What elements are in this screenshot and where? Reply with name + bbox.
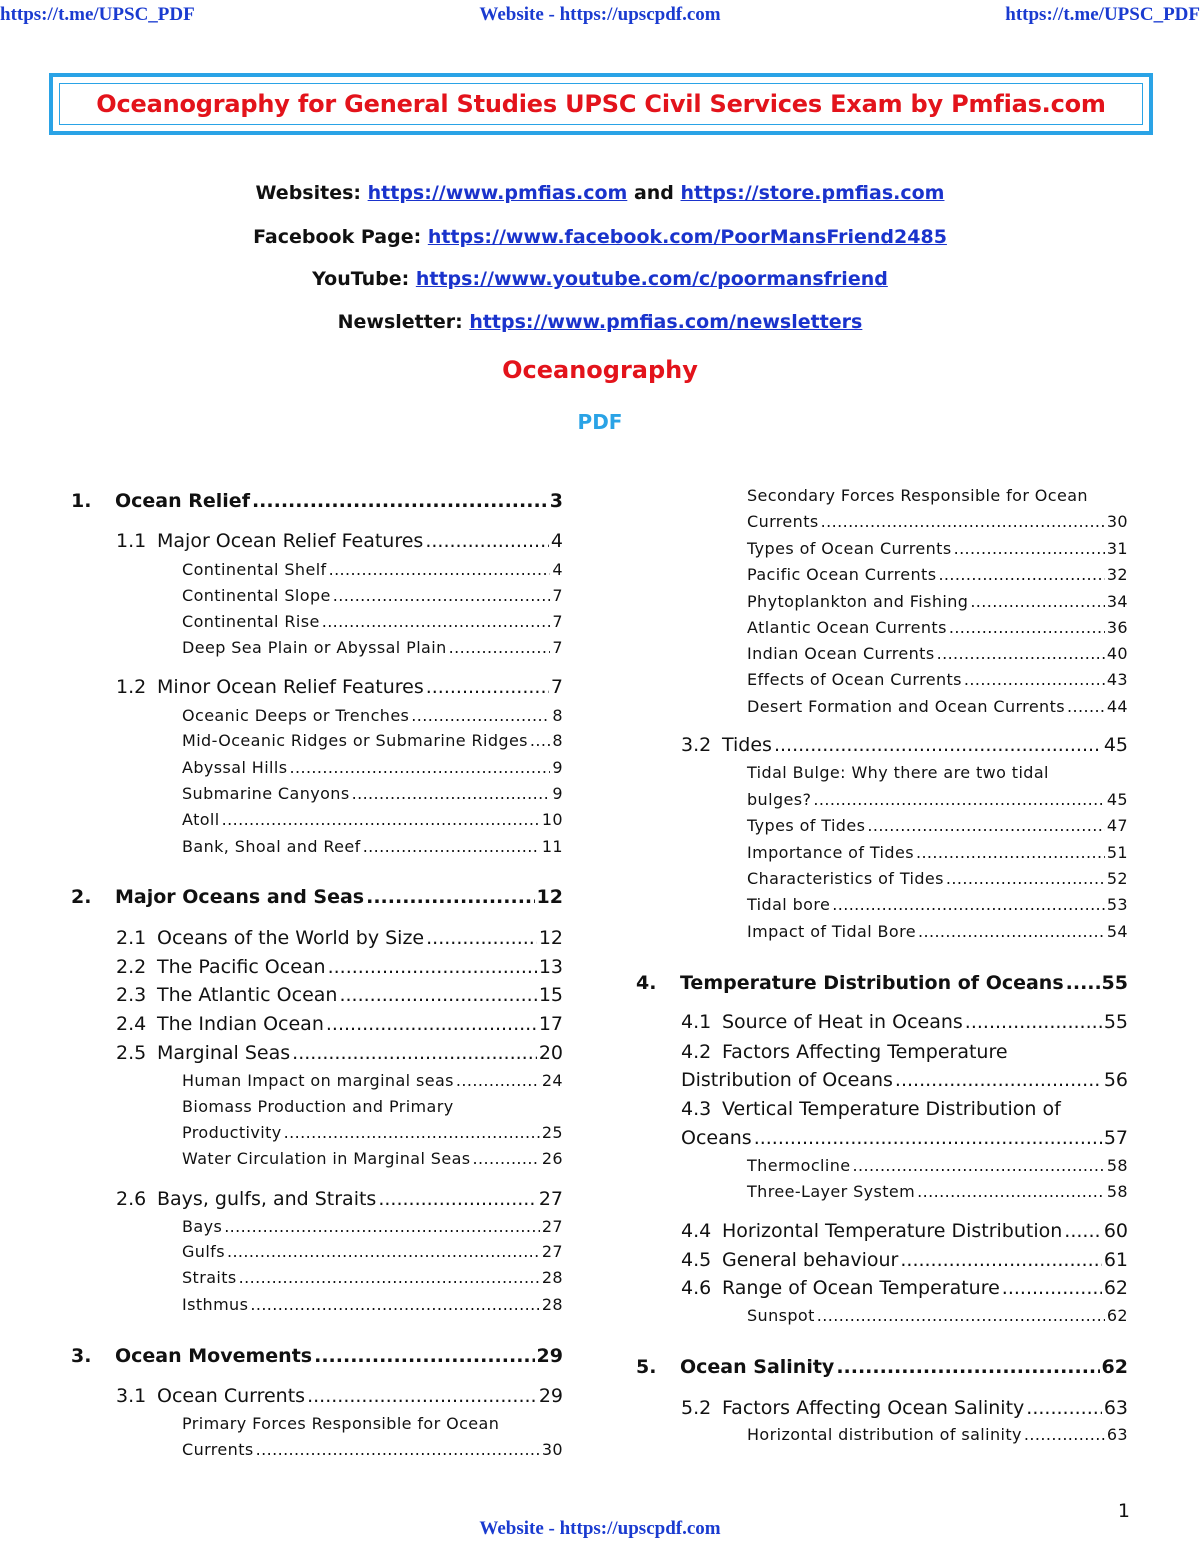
toc-page-number: 51 — [1106, 843, 1128, 862]
toc-entry-number: 3. — [71, 1345, 92, 1367]
toc-entry-number: 4.3 — [681, 1098, 712, 1120]
toc-entry-title: Continental Shelf — [182, 560, 327, 579]
toc-entry-title: The Atlantic Ocean — [157, 984, 338, 1006]
toc-page-number: 55 — [1101, 972, 1128, 994]
title-frame — [49, 73, 1153, 135]
toc-page-number: 55 — [1103, 1011, 1128, 1033]
toc-page-number: 29 — [536, 1345, 563, 1367]
toc-entry-title: Oceans of the World by Size — [157, 927, 425, 949]
facebook-link[interactable]: https://www.facebook.com/PoorMansFriend2485 — [427, 226, 947, 248]
toc-entry[interactable] — [681, 1098, 1128, 1120]
toc-dot-leader — [970, 592, 1105, 611]
toc-entry-title: Biomass Production and Primary — [182, 1097, 454, 1116]
toc-entry-title: Minor Ocean Relief Features — [157, 676, 424, 698]
toc-entry-number: 2. — [71, 886, 92, 908]
toc-dot-leader — [333, 586, 551, 605]
toc-entry[interactable] — [747, 1182, 1128, 1201]
toc-dot-leader — [1002, 1277, 1102, 1299]
toc-dot-leader — [1024, 1425, 1105, 1444]
toc-dot-leader — [937, 644, 1105, 663]
toc-entry-title: Gulfs — [182, 1242, 225, 1261]
toc-entry[interactable] — [116, 927, 563, 949]
toc-dot-leader — [964, 670, 1105, 689]
toc-entry-title: Types of Ocean Currents — [747, 539, 952, 558]
header-telegram-link-left[interactable]: https://t.me/UPSC_PDF — [0, 4, 195, 25]
toc-entry[interactable] — [747, 763, 1128, 782]
toc-page-number: 63 — [1103, 1397, 1128, 1419]
toc-dot-leader — [836, 1356, 1099, 1378]
toc-dot-leader — [449, 638, 551, 657]
toc-page-number: 4 — [550, 530, 563, 552]
toc-dot-leader — [222, 810, 540, 829]
toc-entry[interactable] — [747, 1306, 1128, 1325]
toc-entry-title: Ocean Salinity — [680, 1356, 835, 1378]
toc-page-number: 27 — [541, 1242, 563, 1261]
toc-page-number: 3 — [549, 490, 563, 512]
toc-entry[interactable] — [182, 1217, 563, 1236]
toc-entry[interactable] — [182, 758, 563, 777]
facebook-line — [0, 226, 1200, 248]
toc-entry[interactable] — [182, 1242, 563, 1261]
websites-label: Websites: — [255, 182, 361, 204]
toc-entry-number: 4.2 — [681, 1041, 712, 1063]
toc-entry-title: Tidal Bulge: Why there are two tidal — [747, 763, 1049, 782]
toc-dot-leader — [918, 922, 1105, 941]
toc-entry[interactable] — [747, 539, 1128, 558]
toc-dot-leader — [456, 1071, 540, 1090]
header-telegram-link-right[interactable]: https://t.me/UPSC_PDF — [1005, 4, 1200, 25]
toc-entry-number: 2.2 — [116, 956, 147, 978]
toc-entry[interactable] — [747, 816, 1128, 835]
toc-entry-title: Impact of Tidal Bore — [747, 922, 916, 941]
toc-dot-leader — [774, 734, 1102, 756]
toc-page-number: 24 — [541, 1071, 563, 1090]
toc-dot-leader — [224, 1217, 540, 1236]
newsletter-label: Newsletter: — [337, 311, 463, 333]
toc-entry-number: 2.1 — [116, 927, 147, 949]
toc-page-number: 58 — [1106, 1182, 1128, 1201]
toc-entry-title: Primary Forces Responsible for Ocean — [182, 1414, 500, 1433]
toc-page-number: 44 — [1106, 697, 1128, 716]
toc-entry[interactable] — [71, 886, 563, 908]
title-inner-frame — [59, 83, 1143, 125]
toc-entry-title: Straits — [182, 1268, 237, 1287]
toc-entry[interactable] — [747, 1425, 1128, 1444]
toc-entry[interactable] — [747, 922, 1128, 941]
toc-page-number: 63 — [1106, 1425, 1128, 1444]
toc-entry[interactable] — [116, 530, 563, 552]
toc-entry[interactable] — [681, 1069, 1128, 1091]
toc-entry[interactable] — [747, 895, 1128, 914]
toc-entry-title: Effects of Ocean Currents — [747, 670, 962, 689]
toc-entry-title: Secondary Forces Responsible for Ocean — [747, 486, 1088, 505]
toc-entry-title: Ocean Movements — [115, 1345, 313, 1367]
toc-entry-title: Indian Ocean Currents — [747, 644, 935, 663]
toc-dot-leader — [965, 1011, 1102, 1033]
toc-entry[interactable] — [747, 565, 1128, 584]
toc-dot-leader — [252, 490, 548, 512]
toc-page-number: 40 — [1106, 644, 1128, 663]
toc-entry-number: 4.1 — [681, 1011, 712, 1033]
toc-entry-title: Bank, Shoal and Reef — [182, 837, 361, 856]
toc-dot-leader — [329, 560, 551, 579]
toc-entry[interactable] — [636, 1356, 1128, 1378]
toc-entry[interactable] — [681, 1220, 1128, 1242]
toc-page-number: 9 — [552, 784, 563, 803]
toc-dot-leader — [821, 512, 1105, 531]
toc-dot-leader — [900, 1249, 1101, 1271]
toc-entry[interactable] — [681, 1397, 1128, 1419]
toc-dot-leader — [1067, 697, 1105, 716]
toc-entry[interactable] — [747, 1156, 1128, 1175]
toc-entry[interactable] — [182, 706, 563, 725]
toc-page-number: 26 — [541, 1149, 563, 1168]
toc-page-number: 61 — [1103, 1249, 1128, 1271]
toc-dot-leader — [426, 927, 537, 949]
toc-dot-leader — [917, 1182, 1105, 1201]
toc-entry-number: 2.4 — [116, 1013, 147, 1035]
toc-page-number: 57 — [1103, 1127, 1128, 1149]
toc-entry[interactable] — [71, 1345, 563, 1367]
toc-entry[interactable] — [747, 618, 1128, 637]
toc-entry[interactable] — [116, 984, 563, 1006]
toc-entry-title: Sunspot — [747, 1306, 815, 1325]
toc-dot-leader — [289, 758, 550, 777]
toc-page-number: 7 — [552, 586, 563, 605]
youtube-link[interactable]: https://www.youtube.com/c/poormansfriend — [415, 268, 888, 290]
toc-entry-title: Major Ocean Relief Features — [157, 530, 424, 552]
toc-entry-title: Continental Slope — [182, 586, 331, 605]
toc-dot-leader — [1064, 1220, 1102, 1242]
toc-page-number: 47 — [1106, 816, 1128, 835]
toc-page-number: 53 — [1106, 895, 1128, 914]
toc-page-number: 43 — [1106, 670, 1128, 689]
toc-entry-title: Tides — [722, 734, 772, 756]
toc-entry-title: Atoll — [182, 810, 220, 829]
toc-entry-title: Factors Affecting Ocean Salinity — [722, 1397, 1025, 1419]
toc-dot-leader — [239, 1268, 540, 1287]
toc-page-number: 60 — [1103, 1220, 1128, 1242]
toc-entry[interactable] — [681, 1011, 1128, 1033]
toc-dot-leader — [1026, 1397, 1102, 1419]
toc-page-number: 7 — [552, 612, 563, 631]
and-text: and — [633, 182, 674, 204]
toc-entry[interactable] — [182, 586, 563, 605]
toc-page-number: 13 — [538, 956, 563, 978]
toc-dot-leader — [1066, 972, 1100, 994]
toc-page-number: 27 — [538, 1188, 563, 1210]
toc-entry[interactable] — [116, 1385, 563, 1407]
toc-dot-leader — [352, 784, 551, 803]
pmfias-website-link[interactable]: https://www.pmfias.com — [367, 182, 628, 204]
toc-entry-title: The Pacific Ocean — [157, 956, 326, 978]
toc-page-number: 30 — [1106, 512, 1128, 531]
toc-entry-title: Mid-Oceanic Ridges or Submarine Ridges — [182, 731, 528, 750]
toc-dot-leader — [832, 895, 1105, 914]
toc-page-number: 62 — [1101, 1356, 1128, 1378]
toc-entry[interactable] — [747, 670, 1128, 689]
toc-dot-leader — [938, 565, 1104, 584]
toc-entry-title: Desert Formation and Ocean Currents — [747, 697, 1066, 716]
toc-page-number: 4 — [552, 560, 563, 579]
toc-entry-number: 2.3 — [116, 984, 147, 1006]
toc-dot-leader — [426, 676, 549, 698]
toc-dot-leader — [314, 1345, 534, 1367]
toc-page-number: 54 — [1106, 922, 1128, 941]
header-website-link[interactable]: Website - https://upscpdf.com — [479, 4, 721, 25]
toc-entry-title: Thermocline — [747, 1156, 851, 1175]
toc-entry-title: Oceans — [681, 1127, 752, 1149]
toc-entry-title: Tidal bore — [747, 895, 831, 914]
toc-entry[interactable] — [747, 486, 1128, 505]
toc-entry[interactable] — [636, 972, 1128, 994]
toc-entry[interactable] — [747, 644, 1128, 663]
toc-entry[interactable] — [681, 1127, 1128, 1149]
toc-entry[interactable] — [182, 1440, 563, 1459]
toc-page-number: 28 — [541, 1268, 563, 1287]
toc-entry-number: 3.2 — [681, 734, 712, 756]
toc-page-number: 10 — [541, 810, 563, 829]
toc-dot-leader — [307, 1385, 537, 1407]
toc-entry[interactable] — [747, 697, 1128, 716]
toc-entry-title: Pacific Ocean Currents — [747, 565, 937, 584]
toc-entry-title: Water Circulation in Marginal Seas — [182, 1149, 471, 1168]
toc-entry[interactable] — [182, 1414, 563, 1433]
toc-dot-leader — [363, 837, 540, 856]
toc-dot-leader — [754, 1127, 1102, 1149]
toc-entry[interactable] — [182, 1071, 563, 1090]
toc-entry[interactable] — [182, 731, 563, 750]
toc-dot-leader — [916, 843, 1105, 862]
toc-entry-title: Deep Sea Plain or Abyssal Plain — [182, 638, 447, 657]
toc-entry-title: Source of Heat in Oceans — [722, 1011, 963, 1033]
toc-entry[interactable] — [747, 512, 1128, 531]
toc-entry[interactable] — [681, 734, 1128, 756]
toc-entry[interactable] — [182, 612, 563, 631]
toc-entry[interactable] — [681, 1249, 1128, 1271]
toc-page-number: 15 — [538, 984, 563, 1006]
toc-entry-number: 1.1 — [116, 530, 147, 552]
toc-dot-leader — [256, 1440, 540, 1459]
newsletter-line — [0, 311, 1200, 333]
toc-entry[interactable] — [681, 1041, 1128, 1063]
toc-dot-leader — [227, 1242, 540, 1261]
toc-entry-number: 5. — [636, 1356, 657, 1378]
document-subtitle: PDF — [577, 410, 623, 434]
toc-entry[interactable] — [182, 1149, 563, 1168]
toc-entry-title: Currents — [747, 512, 819, 531]
toc-page-number: 45 — [1106, 790, 1128, 809]
toc-entry-number: 3.1 — [116, 1385, 147, 1407]
toc-entry-number: 5.2 — [681, 1397, 712, 1419]
toc-page-number: 27 — [541, 1217, 563, 1236]
toc-entry-title: Marginal Seas — [157, 1042, 291, 1064]
toc-page-number: 52 — [1106, 869, 1128, 888]
toc-dot-leader — [378, 1188, 536, 1210]
footer-website-link[interactable]: Website - https://upscpdf.com — [479, 1518, 721, 1539]
toc-entry-title: Major Oceans and Seas — [115, 886, 365, 908]
toc-entry[interactable] — [747, 592, 1128, 611]
toc-dot-leader — [949, 618, 1105, 637]
toc-page-number: 30 — [541, 1440, 563, 1459]
toc-dot-leader — [895, 1069, 1102, 1091]
toc-entry[interactable] — [182, 810, 563, 829]
toc-entry-number: 1. — [71, 490, 92, 512]
toc-entry-title: Importance of Tides — [747, 843, 914, 862]
toc-page-number: 11 — [541, 837, 563, 856]
toc-page-number: 34 — [1106, 592, 1128, 611]
toc-entry-title: Isthmus — [182, 1295, 249, 1314]
toc-dot-leader — [366, 886, 534, 908]
toc-dot-leader — [946, 869, 1105, 888]
toc-entry-title: Factors Affecting Temperature — [722, 1041, 1008, 1063]
toc-entry-title: Range of Ocean Temperature — [722, 1277, 1000, 1299]
toc-entry-title: Characteristics of Tides — [747, 869, 944, 888]
toc-page-number: 56 — [1103, 1069, 1128, 1091]
toc-entry-number: 2.5 — [116, 1042, 147, 1064]
toc-entry[interactable] — [182, 1268, 563, 1287]
toc-entry-title: Horizontal distribution of salinity — [747, 1425, 1022, 1444]
toc-page-number: 31 — [1106, 539, 1128, 558]
toc-page-number: 17 — [538, 1013, 563, 1035]
toc-dot-leader — [473, 1149, 540, 1168]
toc-page-number: 12 — [536, 886, 563, 908]
toc-dot-leader — [954, 539, 1105, 558]
toc-dot-leader — [853, 1156, 1105, 1175]
toc-entry-title: Oceanic Deeps or Trenches — [182, 706, 410, 725]
toc-dot-leader — [292, 1042, 537, 1064]
toc-entry[interactable] — [747, 869, 1128, 888]
toc-entry-title: Atlantic Ocean Currents — [747, 618, 947, 637]
toc-dot-leader — [425, 530, 549, 552]
toc-entry[interactable] — [116, 1013, 563, 1035]
websites-line — [0, 182, 1200, 204]
toc-entry-title: Currents — [182, 1440, 254, 1459]
toc-entry-title: General behaviour — [722, 1249, 899, 1271]
toc-entry-title: Temperature Distribution of Oceans — [680, 972, 1064, 994]
toc-dot-leader — [530, 731, 550, 750]
toc-page-number: 7 — [552, 638, 563, 657]
toc-entry-number: 4.6 — [681, 1277, 712, 1299]
toc-entry-number: 1.2 — [116, 676, 147, 698]
toc-entry-number: 4. — [636, 972, 657, 994]
toc-entry-title: bulges? — [747, 790, 812, 809]
toc-entry-number: 2.6 — [116, 1188, 147, 1210]
toc-page-number: 25 — [541, 1123, 563, 1142]
toc-page-number: 8 — [552, 731, 563, 750]
toc-page-number: 20 — [538, 1042, 563, 1064]
toc-entry[interactable] — [116, 956, 563, 978]
toc-page-number: 62 — [1106, 1306, 1128, 1325]
toc-entry[interactable] — [747, 790, 1128, 809]
toc-entry-title: Phytoplankton and Fishing — [747, 592, 969, 611]
youtube-label: YouTube: — [312, 268, 410, 290]
toc-page-number: 8 — [552, 706, 563, 725]
toc-dot-leader — [813, 790, 1104, 809]
toc-dot-leader — [339, 984, 536, 1006]
toc-dot-leader — [284, 1123, 540, 1142]
toc-dot-leader — [326, 1013, 537, 1035]
toc-page-number: 36 — [1106, 618, 1128, 637]
page-number: 1 — [1117, 1500, 1130, 1522]
toc-entry-title: Submarine Canyons — [182, 784, 350, 803]
toc-page-number: 12 — [538, 927, 563, 949]
toc-entry[interactable] — [182, 560, 563, 579]
store-website-link[interactable]: https://store.pmfias.com — [680, 182, 945, 204]
toc-entry-title: Three-Layer System — [747, 1182, 916, 1201]
toc-entry-title: Vertical Temperature Distribution of — [722, 1098, 1061, 1120]
toc-entry-number: 4.5 — [681, 1249, 712, 1271]
toc-entry[interactable] — [182, 1295, 563, 1314]
toc-entry[interactable] — [182, 1097, 563, 1116]
toc-dot-leader — [250, 1295, 539, 1314]
toc-entry-title: Ocean Currents — [157, 1385, 306, 1407]
toc-entry[interactable] — [116, 1042, 563, 1064]
toc-entry[interactable] — [116, 676, 563, 698]
toc-entry[interactable] — [182, 784, 563, 803]
toc-entry[interactable] — [182, 837, 563, 856]
toc-entry[interactable] — [182, 638, 563, 657]
toc-page-number: 7 — [550, 676, 563, 698]
toc-entry-title: Types of Tides — [747, 816, 866, 835]
toc-entry[interactable] — [71, 490, 563, 512]
toc-dot-leader — [817, 1306, 1105, 1325]
youtube-line — [0, 268, 1200, 290]
document-title: Oceanography — [502, 356, 698, 384]
toc-entry[interactable] — [116, 1188, 563, 1210]
toc-entry-title: Bays — [182, 1217, 223, 1236]
toc-entry[interactable] — [182, 1123, 563, 1142]
facebook-label: Facebook Page: — [253, 226, 422, 248]
toc-entry-number: 4.4 — [681, 1220, 712, 1242]
toc-entry-title: Productivity — [182, 1123, 282, 1142]
toc-page-number: 28 — [541, 1295, 563, 1314]
toc-page-number: 32 — [1106, 565, 1128, 584]
toc-entry-title: Human Impact on marginal seas — [182, 1071, 454, 1090]
toc-entry-title: Distribution of Oceans — [681, 1069, 893, 1091]
toc-entry-title: Ocean Relief — [115, 490, 250, 512]
toc-entry[interactable] — [747, 843, 1128, 862]
toc-entry-title: Horizontal Temperature Distribution — [722, 1220, 1063, 1242]
newsletter-link[interactable]: https://www.pmfias.com/newsletters — [469, 311, 863, 333]
toc-page-number: 45 — [1103, 734, 1128, 756]
toc-page-number: 62 — [1103, 1277, 1128, 1299]
toc-dot-leader — [328, 956, 537, 978]
toc-entry-title: Continental Rise — [182, 612, 320, 631]
toc-page-number: 58 — [1106, 1156, 1128, 1175]
toc-entry[interactable] — [681, 1277, 1128, 1299]
toc-page-number: 29 — [538, 1385, 563, 1407]
toc-dot-leader — [867, 816, 1104, 835]
toc-dot-leader — [411, 706, 550, 725]
document-heading: Oceanography for General Studies UPSC Civil Services Exam by Pmfias.com — [96, 90, 1106, 118]
toc-dot-leader — [322, 612, 551, 631]
toc-entry-title: The Indian Ocean — [157, 1013, 324, 1035]
toc-entry-title: Abyssal Hills — [182, 758, 288, 777]
toc-entry-title: Bays, gulfs, and Straits — [157, 1188, 377, 1210]
toc-page-number: 9 — [552, 758, 563, 777]
